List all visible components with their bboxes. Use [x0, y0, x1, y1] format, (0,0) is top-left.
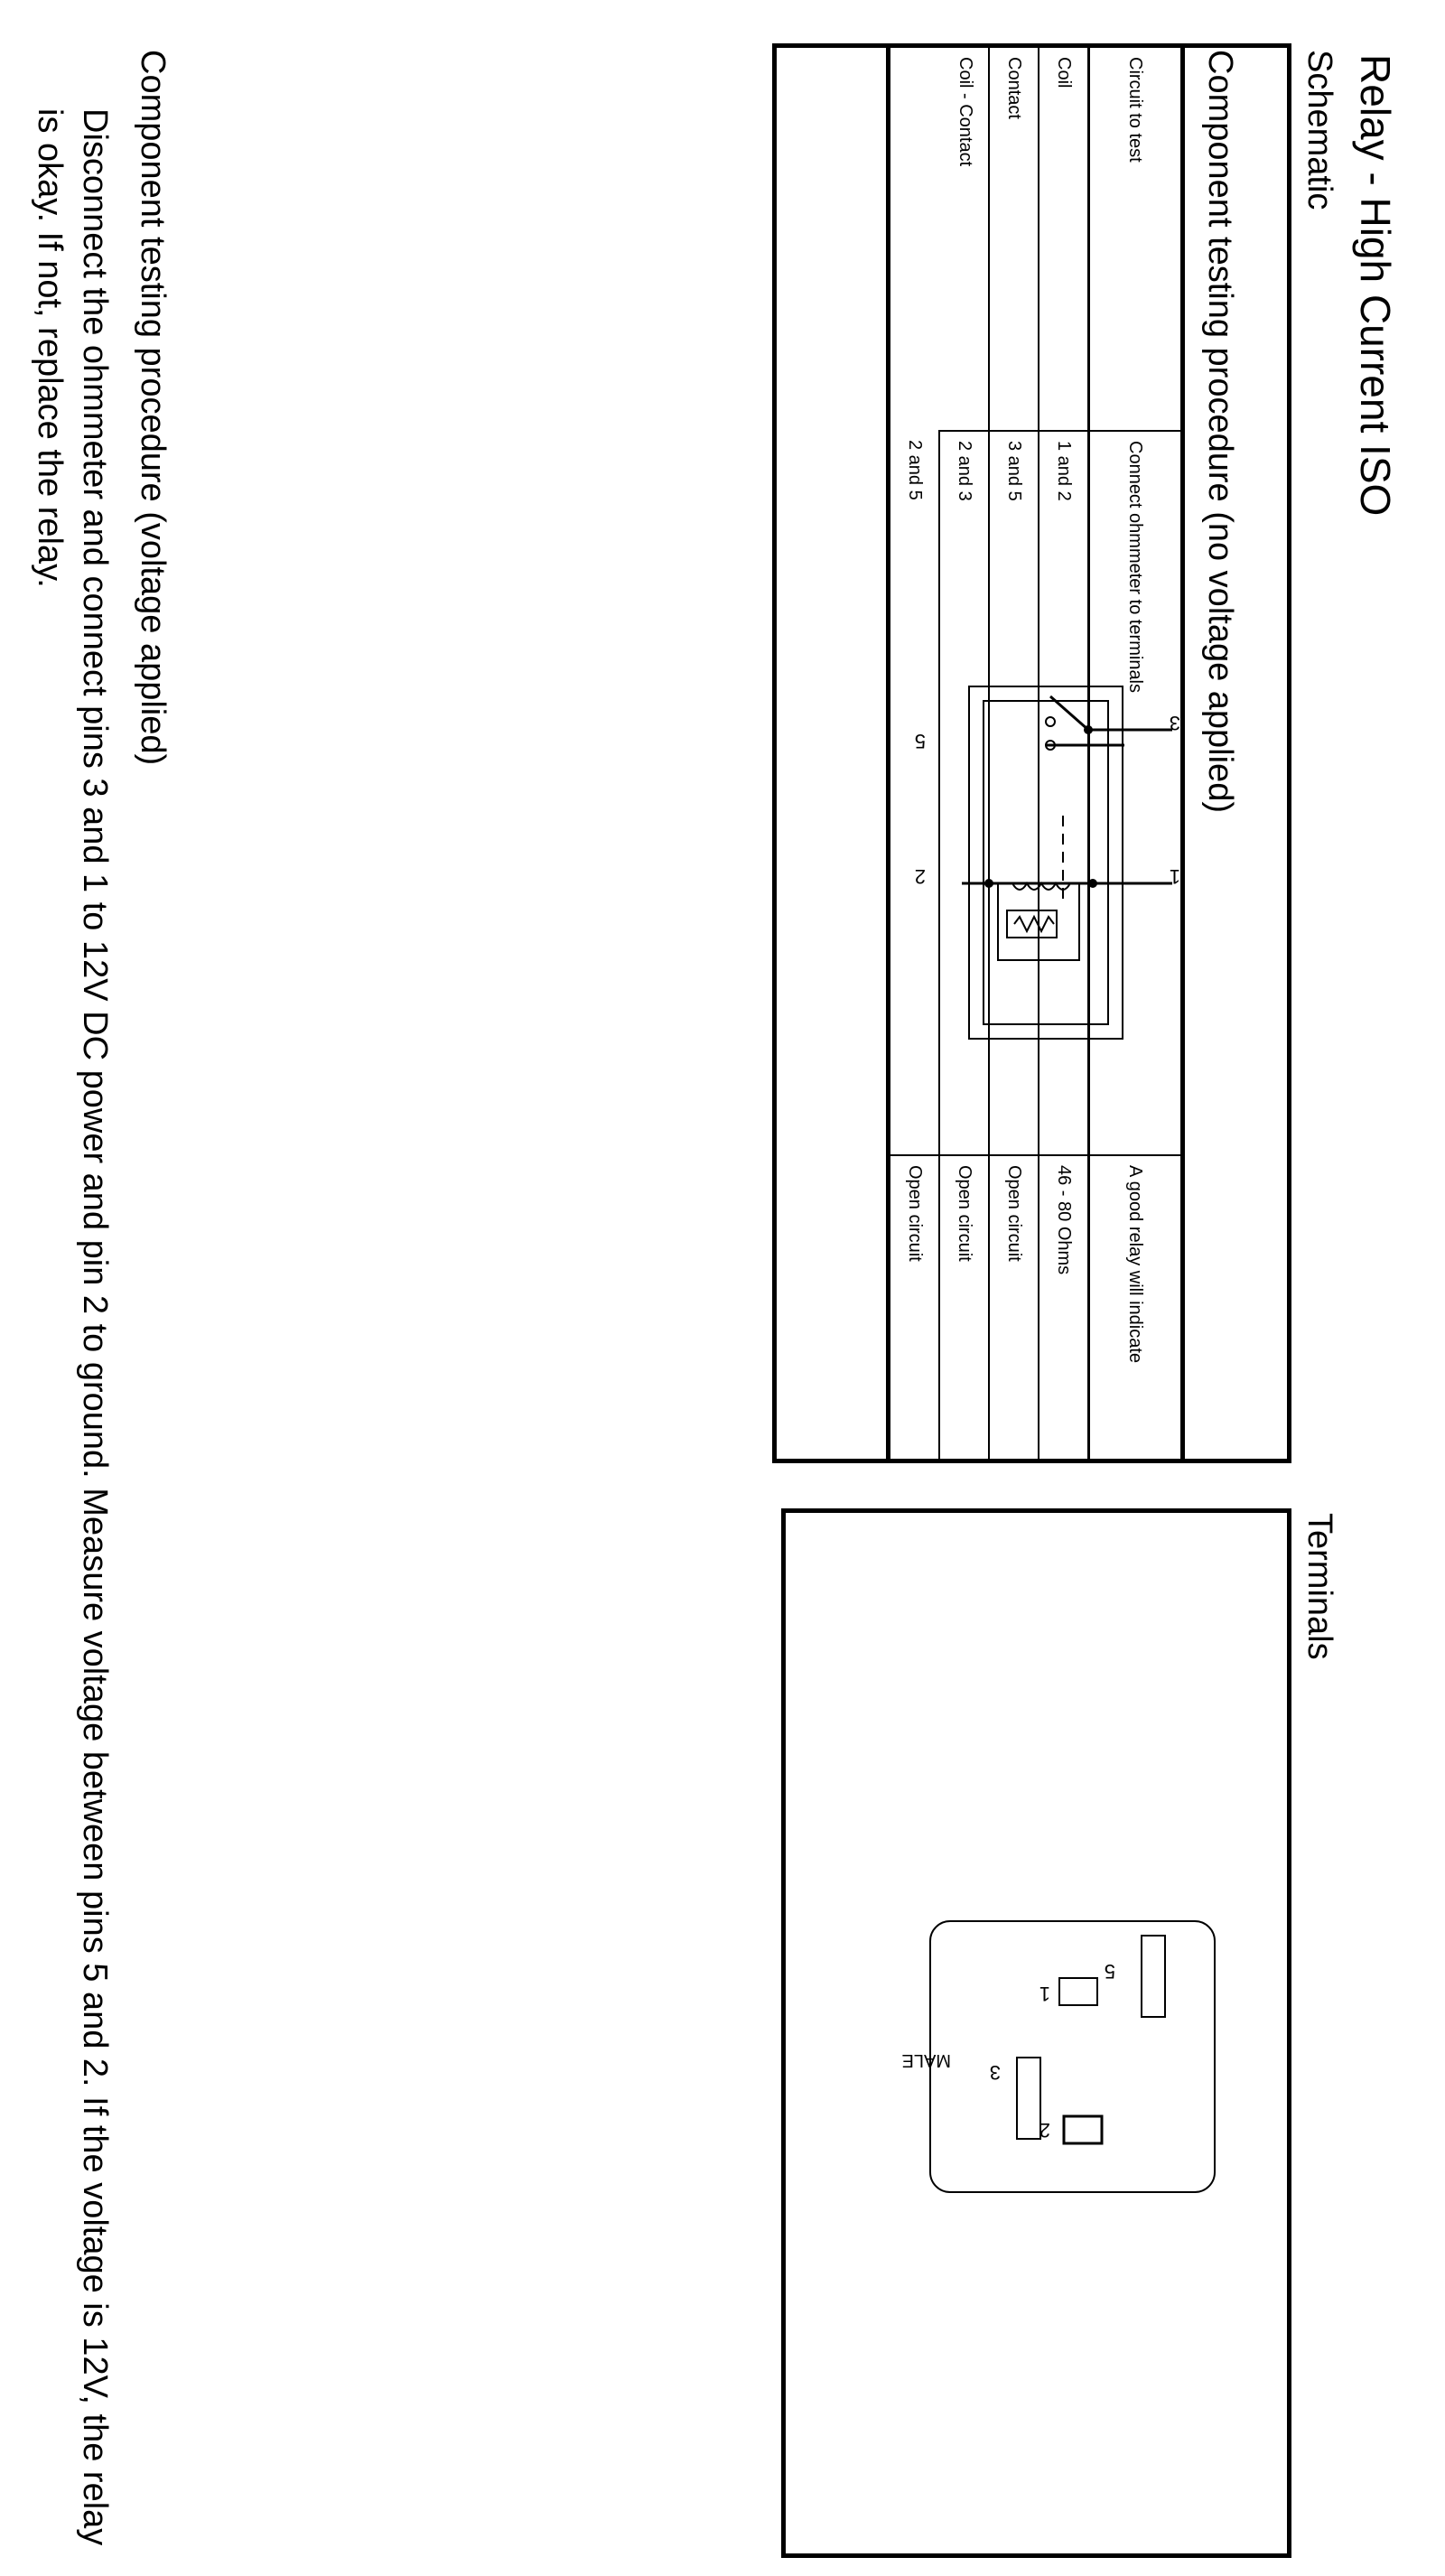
schematic-pin-label-3: 3 [1169, 712, 1180, 734]
table-cell: Open circuit [889, 1155, 940, 1461]
terminal-3 [1017, 2058, 1040, 2139]
connector-housing [930, 1921, 1215, 2192]
schematic-heading: Schematic [1300, 50, 1338, 210]
table-cell: Open circuit [989, 1155, 1039, 1461]
table-cell: 3 and 5 [989, 431, 1039, 1155]
no-voltage-heading: Component testing procedure (no voltage applied) [1201, 50, 1239, 813]
table-row [1039, 46, 1089, 1461]
header-indication: A good relay will indicate [1089, 1155, 1183, 1461]
table-cell: Coil - Contact [889, 46, 990, 432]
schematic-pin-label-1: 1 [1169, 865, 1180, 888]
schematic-pin-label-2: 2 [914, 865, 926, 888]
voltage-procedure-text: Disconnect the ohmmeter and connect pins 3 and 1 to 12V DC power and pin 2 to ground. Measure voltage between pins 5 and 2. If the voltage is 12V, the relay is okay. If not, replace the relay. [31, 108, 114, 2546]
table-cell: Open circuit [939, 1155, 989, 1461]
table-header-row [1089, 46, 1183, 1461]
header-ohmmeter: Connect ohmmeter to terminals [1089, 431, 1183, 1155]
terminal-1 [1059, 1978, 1097, 2005]
table-row [939, 46, 989, 1461]
table-cell: 2 and 3 [939, 431, 989, 1155]
voltage-heading: Component testing procedure (voltage applied) [134, 50, 172, 766]
page-title: Relay - High Current ISO [1352, 54, 1399, 517]
table-cell: 2 and 5 [889, 431, 940, 1155]
terminals-panel [781, 1508, 1291, 2558]
connector-terminal-diagram [786, 1513, 1287, 2553]
table-cell: Coil [1039, 46, 1089, 432]
terminals-heading: Terminals [1300, 1513, 1338, 1660]
table-cell: 1 and 2 [1039, 431, 1089, 1155]
connector-label: MALE [901, 2050, 951, 2070]
table-cell: Contact [989, 46, 1039, 432]
table-row [989, 46, 1039, 1461]
no-voltage-test-table [886, 43, 1185, 1463]
header-circuit: Circuit to test [1125, 57, 1146, 163]
terminal-label-1: 1 [1039, 1983, 1050, 2005]
terminal-5 [1142, 1936, 1165, 2017]
terminal-label-2: 2 [1039, 2119, 1050, 2142]
terminal-label-5: 5 [1104, 1960, 1115, 1983]
schematic-pin-label-5: 5 [914, 730, 926, 752]
terminal-label-3: 3 [989, 2061, 1001, 2084]
terminal-2 [1064, 2116, 1102, 2143]
table-cell: 46 - 80 Ohms [1039, 1155, 1089, 1461]
